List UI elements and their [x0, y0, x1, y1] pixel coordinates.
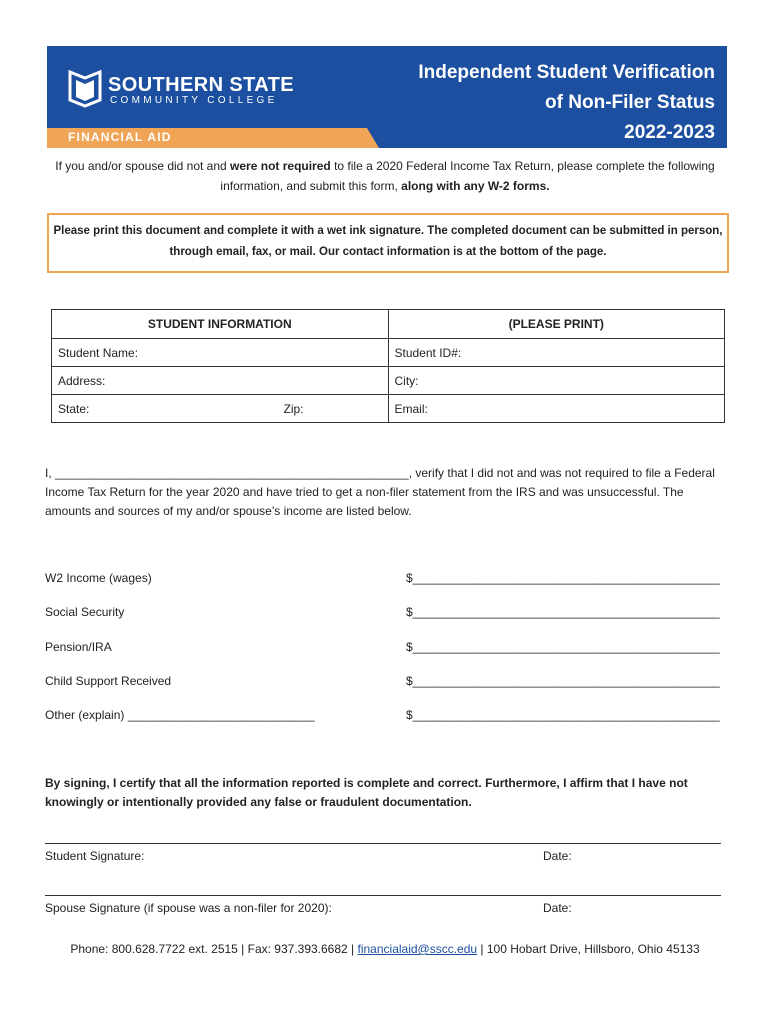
- income-label-w2: W2 Income (wages): [45, 571, 152, 585]
- zip-field[interactable]: Zip:: [283, 401, 304, 416]
- intro-part-1: If you and/or spouse did not and: [55, 159, 231, 173]
- college-name: SOUTHERN STATE: [108, 74, 294, 96]
- intro-bold-1: were not required: [230, 159, 331, 173]
- contact-footer: [0, 942, 770, 956]
- income-amount-w2[interactable]: $______________________________________________: [406, 571, 720, 585]
- table-header-row: [52, 310, 725, 339]
- spouse-signature-line[interactable]: [45, 895, 721, 896]
- student-date-label: Date:: [543, 849, 572, 863]
- income-amount-social-security[interactable]: $______________________________________________: [406, 605, 720, 619]
- title-line-3: 2022-2023: [624, 122, 715, 143]
- address-field[interactable]: Address:: [52, 367, 389, 395]
- email-field[interactable]: Email:: [388, 395, 725, 423]
- table-row: [52, 395, 725, 423]
- spouse-signature-label: Spouse Signature (if spouse was a non-filer for 2020):: [45, 901, 332, 915]
- income-amount-other[interactable]: $______________________________________________: [406, 708, 720, 722]
- header-please-print: (PLEASE PRINT): [388, 310, 725, 339]
- header-student-information: STUDENT INFORMATION: [52, 310, 389, 339]
- income-amount-child-support[interactable]: $______________________________________________: [406, 674, 720, 688]
- title-line-1: Independent Student Verification: [418, 62, 715, 83]
- verification-statement: I, _____________________________________________________, verify that I did not and was not required to file a Federal Income Tax Return for the year 2020 and have tried to get a non-filer statement from the IRS and was unsuccessful. The amounts and sources of my and/or spouse’s income are listed below.: [45, 466, 715, 518]
- income-label-child-support: Child Support Received: [45, 674, 172, 688]
- student-signature-line[interactable]: [45, 843, 721, 844]
- footer-phone-fax: Phone: 800.628.7722 ext. 2515 | Fax: 937.393.6682 |: [70, 942, 358, 956]
- footer-address: | 100 Hobart Drive, Hillsboro, Ohio 45133: [477, 942, 700, 956]
- income-label-pension: Pension/IRA: [45, 640, 112, 654]
- financial-aid-bar-cap: [367, 128, 379, 148]
- income-label-other[interactable]: Other (explain) ____________________________: [45, 708, 315, 722]
- form-title: [418, 58, 715, 148]
- table-row: [52, 367, 725, 395]
- intro-part-2: to file a 2020 Federal Income Tax Return, please complete the following information, and submit this form,: [220, 159, 715, 193]
- spouse-date-label: Date:: [543, 901, 572, 915]
- intro-bold-2: along with any W-2 forms.: [401, 179, 550, 193]
- print-notice: Please print this document and complete it with a wet ink signature. The completed document can be submitted in person, through email, fax, or mail. Our contact information is at the bottom of the page.: [47, 213, 729, 273]
- student-id-field[interactable]: Student ID#:: [388, 339, 725, 367]
- student-signature-label: Student Signature:: [45, 849, 145, 863]
- college-shield-icon: [68, 70, 102, 108]
- income-amount-pension[interactable]: $______________________________________________: [406, 640, 720, 654]
- student-info-table: [51, 309, 725, 423]
- income-label-social-security: Social Security: [45, 605, 125, 619]
- title-line-2: of Non-Filer Status: [545, 92, 715, 113]
- college-subtitle: COMMUNITY COLLEGE: [110, 95, 278, 106]
- state-zip-cell: [52, 395, 389, 423]
- student-name-field[interactable]: Student Name:: [52, 339, 389, 367]
- department-label: FINANCIAL AID: [68, 130, 172, 144]
- state-field[interactable]: State:: [58, 401, 90, 416]
- certification-statement: By signing, I certify that all the information reported is complete and correct. Furthermore, I affirm that I have not knowingly or intentionally provided any false or fraudulent documentation.: [45, 776, 688, 809]
- intro-text: [40, 156, 730, 196]
- city-field[interactable]: City:: [388, 367, 725, 395]
- table-row: [52, 339, 725, 367]
- footer-email-link[interactable]: financialaid@sscc.edu: [357, 942, 478, 956]
